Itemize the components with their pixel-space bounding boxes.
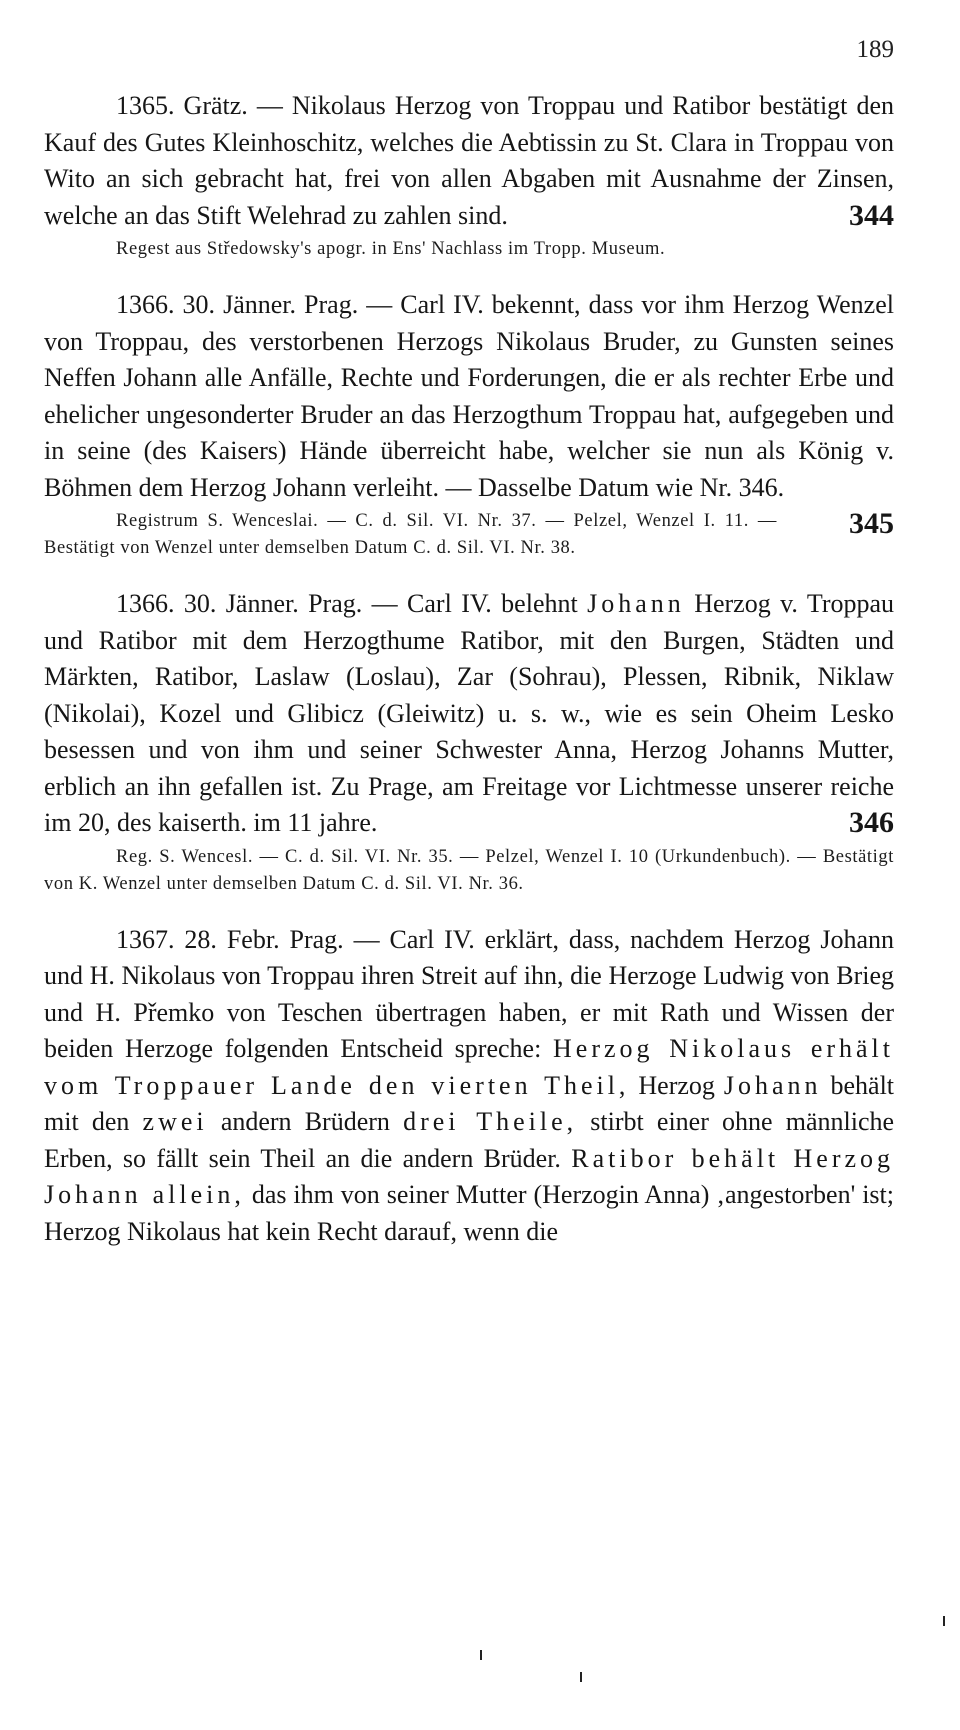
entry-number: 345 xyxy=(849,507,894,540)
entry-text xyxy=(44,586,894,842)
entry-body-spaced: Johann xyxy=(587,589,685,618)
entry-text-spaced: drei Theile, xyxy=(403,1107,578,1136)
entry-source: Registrum S. Wenceslai. — C. d. Sil. VI. Nr. 37. — Pelzel, Wenzel I. 11. — Bestätigt von Wenzel unter demselben Datum C. d. Sil. VI. Nr. 38. xyxy=(44,511,777,558)
scan-margin-mark xyxy=(480,1650,482,1660)
entry-346 xyxy=(44,586,894,898)
entry-text-spaced: zwei xyxy=(142,1107,208,1136)
entry-number: 346 xyxy=(849,806,894,839)
scan-margin-mark xyxy=(580,1672,582,1682)
entry-text xyxy=(44,88,894,234)
entry-body-b: Herzog v. Troppau und Ratibor mit dem Herzogthume Ratibor, mit den Burgen, Städten und Märkten, Ratibor, Laslaw (Loslau), Zar (Sohrau), Plessen, Ribnik, Niklaw (Nikolai), Kozel und Glibicz (Gleiwitz) u. s. w., wie es sein Oheim Lesko besessen und von ihm und seiner Schwester Anna, Herzog Johanns Mutter, erblich an ihn gefallen ist. Zu Prage, am Freitage vor Lichtmesse unserer reiche im 20, des kaiserth. im 11 jahre. xyxy=(44,589,895,837)
entry-text-spaced: Johann xyxy=(723,1070,822,1100)
scan-margin-mark xyxy=(943,1616,945,1626)
page-number: 189 xyxy=(856,36,894,63)
entry-text-part: 1367. 28. Febr. Prag. — Carl IV. erklärt, dass, nachdem Herzog Johann und H. Nikolaus von Troppau ihren Streit auf ihn, die Herzoge Ludwig von Brieg und H. Přemko von Teschen übertragen haben, er mit Rath und Wissen der beiden Herzoge folgenden Entscheid spreche: xyxy=(44,924,894,1063)
entry-body: 1365. Grätz. — Nikolaus Herzog von Troppau und Ratibor bestätigt den Kauf des Gutes Kleinhoschitz, welches die Aebtissin zu St. Clara in Troppau von Wito an sich gebracht hat, frei von allen Abgaben mit Ausnahme der Zinsen, welche an das Stift Welehrad zu zahlen sind. xyxy=(44,91,894,230)
entry-text-part: behält mit den xyxy=(44,1070,895,1136)
document-page xyxy=(44,88,894,1250)
entry-source: Regest aus Středowsky's apogr. in Ens' Nachlass im Tropp. Museum. xyxy=(116,239,666,259)
entry-text-part: stirbt einer ohne männliche Erben, so fällt sein Theil an die andern Brüder. xyxy=(44,1107,895,1173)
entry-345 xyxy=(44,287,894,562)
entry-text-spaced: Herzog Nikolaus erhält vom Troppauer Lande den vierten Theil, xyxy=(44,1034,895,1100)
entry-344 xyxy=(44,88,894,263)
entry-347 xyxy=(44,922,894,1251)
entry-text xyxy=(44,922,894,1251)
entry-text-part: das ihm von seiner Mutter (Herzogin Anna) ‚angestorben' ist; Herzog Nikolaus hat kein Recht darauf, wenn die xyxy=(44,1180,895,1246)
entry-source: Reg. S. Wencesl. — C. d. Sil. VI. Nr. 35. — Pelzel, Wenzel I. 10 (Urkundenbuch). — Bestätigt von K. Wenzel unter demselben Datum C. d. Sil. VI. Nr. 36. xyxy=(44,846,894,894)
entry-text-part: Herzog xyxy=(638,1070,715,1100)
entry-body: 1366. 30. Jänner. Prag. — Carl IV. bekennt, dass vor ihm Herzog Wenzel von Troppau, des verstorbenen Herzogs Nikolaus Bruder, zu Gunsten seines Neffen Johann alle Anfälle, Rechte und Forderungen, die er als rechter Erbe und ehelicher ungesonderter Bruder an das Herzogthum Troppau hat, aufgegeben und in seine (des Kaisers) Hände überreicht habe, welcher sie nun als König v. Böhmen dem Herzog Johann verleiht. — Dasselbe Datum wie Nr. 346. xyxy=(44,290,894,502)
entry-number: 344 xyxy=(849,198,894,232)
entry-body-a: 1366. 30. Jänner. Prag. — Carl IV. belehnt xyxy=(116,589,578,618)
entry-text-part: andern Brüdern xyxy=(220,1107,390,1136)
entry-text-spaced: Ratibor behält Herzog Johann allein, xyxy=(44,1143,895,1209)
